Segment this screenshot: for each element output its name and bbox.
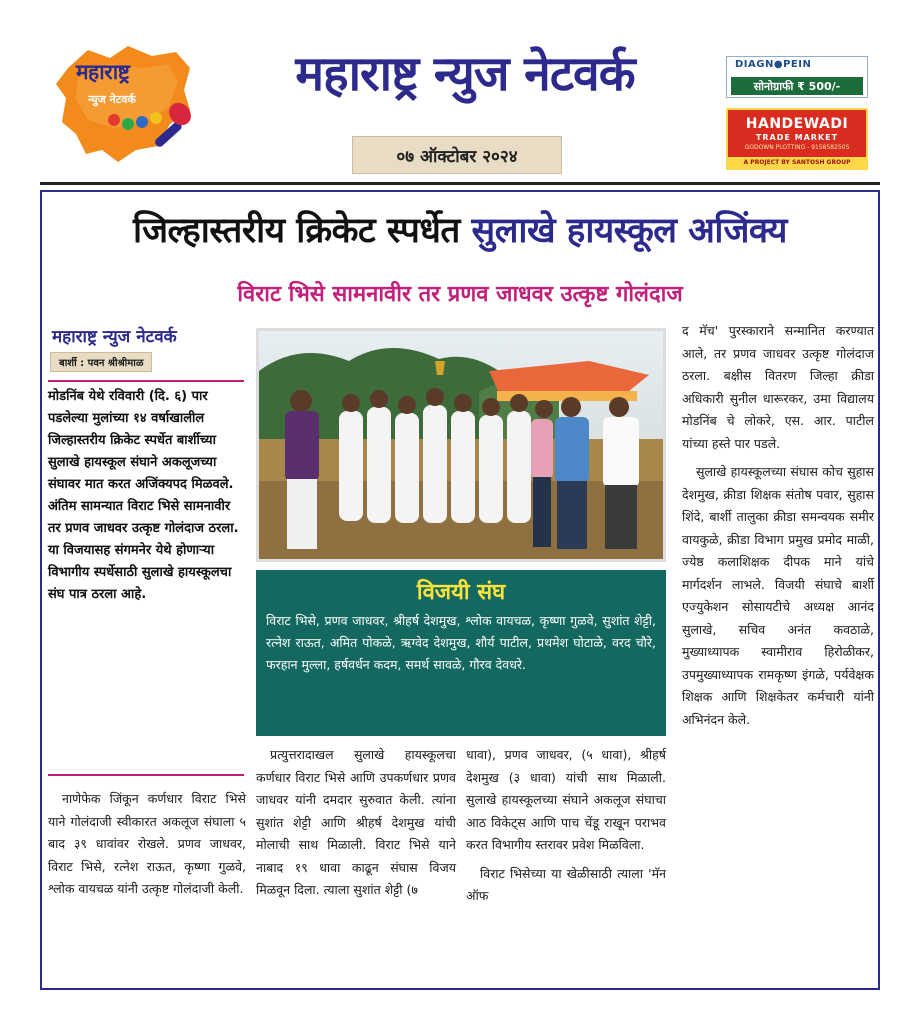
- middle-column-2: [466, 744, 666, 914]
- ad-diagnopein-offer: सोनोग्राफी ₹ 500/-: [731, 77, 863, 95]
- masthead-divider: [40, 182, 880, 185]
- byline-divider: [48, 380, 244, 382]
- masthead: [0, 0, 919, 184]
- logo-title: महाराष्ट्र: [76, 60, 130, 84]
- newspaper-title: महाराष्ट्र न्युज नेटवर्क: [295, 46, 635, 102]
- winning-team-box: [256, 570, 666, 736]
- article-headline: [42, 206, 878, 253]
- team-photo[interactable]: [256, 328, 666, 562]
- headline-part1: जिल्हास्तरीय क्रिकेट स्पर्धेत: [133, 211, 460, 251]
- headline-part2: सुलाखे हायस्कूल अजिंक्य: [471, 211, 787, 251]
- ad-diagnopein-brand: DIAGN●PEIN: [735, 59, 812, 70]
- paragraph-guidance: सुलाखे हायस्कूलच्या संघास कोच सुहास देशमुख, क्रीडा शिक्षक संतोष पवार, सुहास शिंदे, बार्शी तालुका क्रीडा समन्वयक समीर वायकुळे, क्रीडा विभाग प्रमुख प्रमोद माळी, ज्येष्ठ कलाशिक्षक दीपक माने यांचे मार्गदर्शन लाभले. विजयी संघाचे बार्शी एज्युकेशन सोसायटीचे अध्यक्ष आनंद सुलाखे, सचिव अनंत कवठाळे, मुख्याध्यापक स्वामीराव हिरोळीकर, उपमुख्याध्यापक रामकृष्ण इंगळे, पर्यवेक्षक शिक्षक आणि शिक्षकेतर कर्मचारी यांनी अभिनंदन केले.: [682, 464, 874, 727]
- winning-team-title: विजयी संघ: [416, 580, 506, 605]
- right-column: [682, 320, 874, 737]
- ad-handewadi-title: HANDEWADI: [745, 116, 849, 132]
- lead-paragraph: मोडनिंब येथे रविवारी (दि. ६) पार पडलेल्या मुलांच्या १४ वर्षाखालील जिल्हास्तरीय क्रिकेट स्पर्धेत बार्शीच्या सुलाखे हायस्कूल संघाने अकलूजच्या संघावर मात करत अजिंक्यपद मिळवले. अंतिम सामन्यात विराट भिसे सामनावीर तर प्रणव जाधवर उत्कृष्ट गोलंदाज ठरला. या विजयासह संगमनेर येथे होणाऱ्या विभागीय स्पर्धेसाठी सुलाखे हायस्कूलचा संघ पात्र ठरला आहे.: [48, 389, 239, 602]
- byline: महाराष्ट्र न्युज नेटवर्क: [52, 327, 177, 347]
- paragraph-toss: नाणेफेक जिंकून कर्णधार विराट भिसे याने गोलंदाजी स्वीकारत अकलूज संघाला ५ बाद ३९ धावांवर रोखले. प्रणव जाधवर, विराट भिसे, रत्नेश राऊत, कृष्णा गुळवे, श्लोक वायचळ यांनी उत्कृष्ट गोलंदाजी केली.: [48, 791, 246, 896]
- article-frame: [40, 190, 880, 990]
- ad-diagnopein[interactable]: [726, 56, 868, 98]
- edition-date: ०७ ऑक्टोबर २०२४: [352, 136, 562, 174]
- middle-column-1: [256, 744, 456, 908]
- paragraph-awards: द मॅच' पुरस्काराने सन्मानित करण्यात आले, तर प्रणव जाधवर उत्कृष्ट गोलंदाज ठरला. बक्षीस वितरण जिल्हा क्रीडा अधिकारी सुनील धारूरकर, उमा विद्यालय मोडनिंब चे लोकरे, एस. आर. पाटील यांच्या हस्ते पार पडले.: [682, 323, 874, 451]
- ad-handewadi[interactable]: [726, 108, 868, 170]
- dateline-tag: बार्शी : पवन श्रीश्रीमाळ: [50, 352, 152, 372]
- team-photo-image: [259, 331, 663, 559]
- winning-team-players: विराट भिसे, प्रणव जाधवर, श्रीहर्ष देशमुख, श्लोक वायचळ, कृष्णा गुळवे, सुशांत शेट्टी, रत्नेश राऊत, अमित पोकळे, ऋग्वेद देशमुख, शौर्य पाटील, प्रथमेश घोटाळे, वरद चौरे, फरहान मुल्ला, हर्षवर्धन कदम, समर्थ सावळे, गौरव देवधरे.: [266, 613, 656, 672]
- paragraph-man-of-match: विराट भिसेच्या या खेळीसाठी त्याला 'मॅन ऑफ: [466, 865, 666, 903]
- lead-divider: [48, 774, 244, 776]
- article-subheadline: विराट भिसे सामनावीर तर प्रणव जाधवर उत्कृष्ट गोलंदाज: [237, 282, 683, 307]
- paragraph-chase: प्रत्युत्तरादाखल सुलाखे हायस्कूलचा कर्णधार विराट भिसे आणि उपकर्णधार प्रणव जाधवर यांनी दमदार सुरुवात केली. त्यांना सुशांत शेट्टी आणि श्रीहर्ष देशमुख यांची मोलाची साथ मिळाली. विराट भिसे याने नाबाद १९ धावा काढून संघास विजय मिळवून दिला. त्याला सुशांत शेट्टी (७: [256, 747, 456, 897]
- ad-handewadi-footer: A PROJECT BY SANTOSH GROUP: [728, 157, 866, 168]
- logo-subtitle: न्युज नेटवर्क: [88, 93, 136, 106]
- newspaper-logo[interactable]: [48, 38, 198, 168]
- paragraph-chase-cont: धावा), प्रणव जाधवर, (५ धावा), श्रीहर्ष देशमुख (३ धावा) यांची साथ मिळाली. सुलाखे हायस्कूलच्या संघाने अकलूज संघाचा आठ विकेट्स आणि पाच चेंडू राखून पराभव करत विभागीय स्तरावर प्रवेश मिळविला.: [466, 747, 666, 852]
- ad-handewadi-contact: GODOWN PLOTTING - 9158582505: [744, 144, 850, 151]
- left-column: [48, 788, 246, 907]
- ad-handewadi-subtitle: TRADE MARKET: [755, 133, 839, 142]
